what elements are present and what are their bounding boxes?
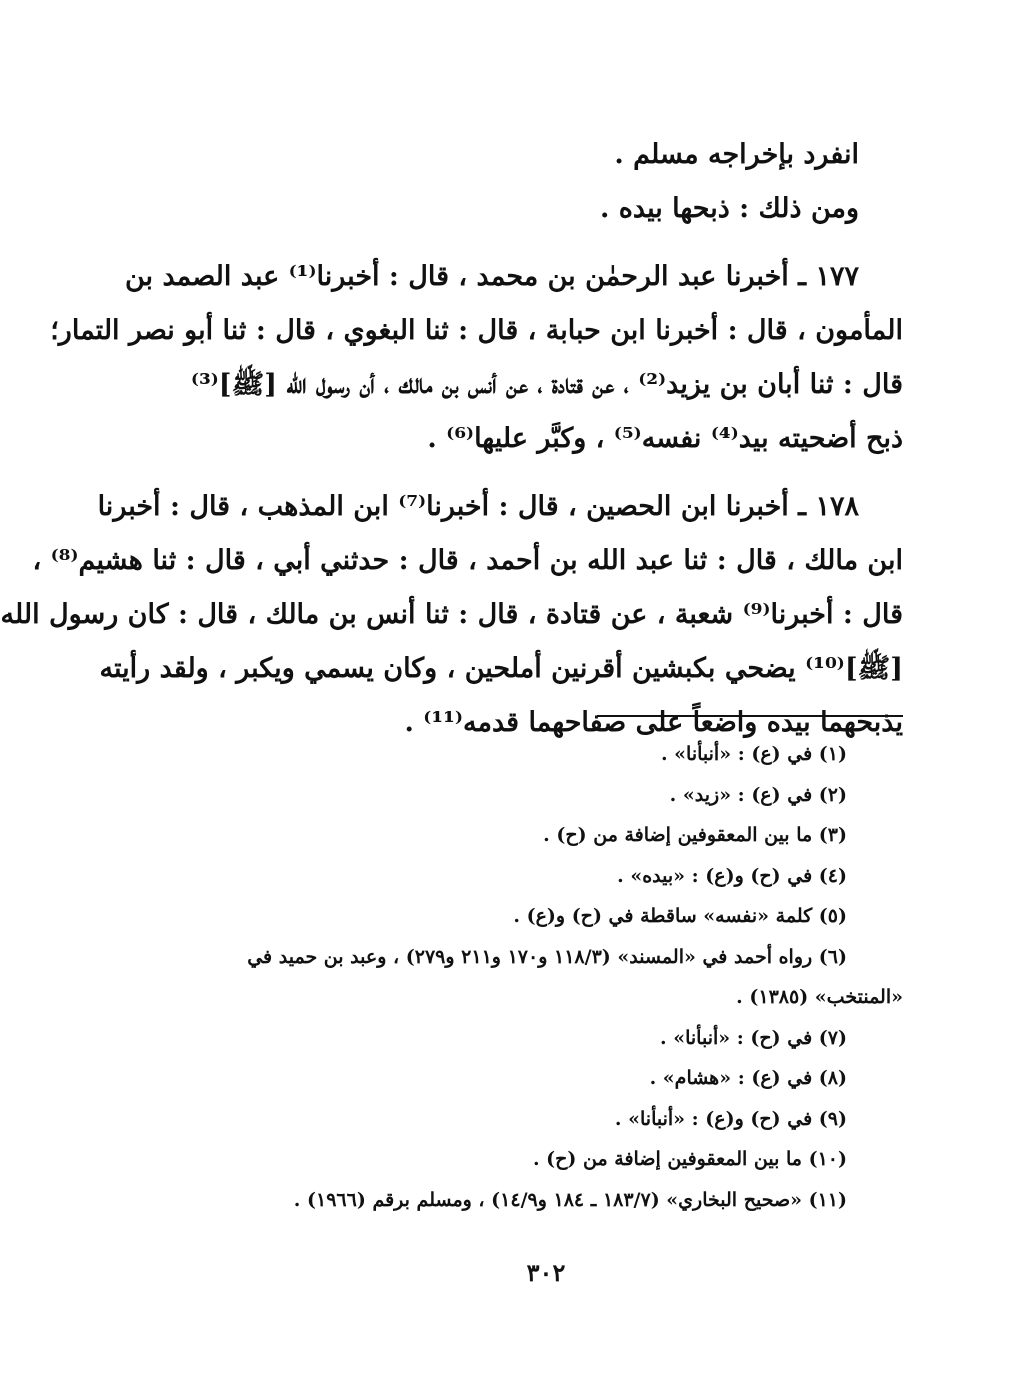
footnote-1: (١) في (ع) : «أنبأنا» . [660, 743, 847, 765]
hadith-177-line-4: ذبح أضحيته بيد⁽⁴⁾ نفسه⁽⁵⁾ ، وكبَّر عليها⁽⁶⁾ . [427, 423, 903, 454]
footnote-6-continued: «المنتخب» (١٣٨٥) . [736, 986, 903, 1008]
hadith-177-line-2: المأمون ، قال : أخبرنا ابن حبابة ، قال : ثنا البغوي ، قال : ثنا أبو نصر التمار؛ [50, 315, 903, 346]
footnote-5: (٥) كلمة «نفسه» ساقطة في (ح) و(ع) . [513, 905, 847, 927]
footnote-10: (١٠) ما بين المعقوفين إضافة من (ح) . [532, 1148, 847, 1170]
hadith-177-line-1: ١٧٧ ـ أخبرنا عبد الرحمٰن بن محمد ، قال : أخبرنا⁽¹⁾ عبد الصمد بن [124, 261, 859, 292]
footnote-7: (٧) في (ح) : «أنبأنا» . [660, 1026, 847, 1049]
page-number: ٣٠٢ [526, 1258, 566, 1287]
footnotes [191, 734, 903, 1220]
footnote-4: (٤) في (ح) و(ع) : «بيده» . [617, 864, 847, 887]
main-text [0, 128, 903, 750]
footnote-2: (٢) في (ع) : «زيد» . [669, 783, 847, 806]
hadith-178-line-4: [ﷺ]⁽¹⁰⁾ يضحي بكبشين أقرنين أملحين ، وكان يسمي ويكبر ، ولقد رأيته [99, 653, 903, 684]
intro-line: انفرد بإخراجه مسلم . [614, 139, 859, 170]
hadith-178-line-2: ابن مالك ، قال : ثنا عبد الله بن أحمد ، قال : حدثني أبي ، قال : ثنا هشيم⁽⁸⁾ ، [32, 545, 903, 576]
hadith-177 [50, 250, 903, 466]
intro-line: ومن ذلك : ذبحها بيده . [599, 193, 859, 224]
hadith-177-line-3: قال : ثنا أبان بن يزيد⁽²⁾ ، عن قتادة ، عن أنس بن مالك ، أن رسول الله [ﷺ]⁽³⁾ [190, 369, 903, 400]
footnote-6: (٦) رواه أحمد في «المسند» (١١٨/٣ و١٧٠ و٢١١ و٢٧٩) ، وعبد بن حميد في [247, 945, 847, 968]
footnote-9: (٩) في (ح) و(ع) : «أنبأنا» . [614, 1107, 847, 1130]
footnote-divider [597, 715, 903, 717]
hadith-178 [0, 480, 903, 750]
footnote-11: (١١) «صحيح البخاري» (١٨٣/٧ ـ ١٨٤ و١٤/٩) ، ومسلم برقم (١٩٦٦) . [293, 1188, 847, 1211]
hadith-178-line-1: ١٧٨ ـ أخبرنا ابن الحصين ، قال : أخبرنا⁽⁷⁾ ابن المذهب ، قال : أخبرنا [97, 491, 859, 522]
hadith-178-line-5: يذبحهما بيده واضعاً على صفاحهما قدمه⁽¹¹⁾ . [404, 707, 903, 738]
paragraph-gap [191, 236, 903, 250]
footnote-3: (٣) ما بين المعقوفين إضافة من (ح) . [543, 824, 847, 846]
hadith-178-line-3: قال : أخبرنا⁽⁹⁾ شعبة ، عن قتادة ، قال : ثنا أنس بن مالك ، قال : كان رسول الله [0, 599, 903, 630]
paragraph-gap [191, 466, 903, 480]
footnote-8: (٨) في (ع) : «هشام» . [649, 1067, 847, 1089]
